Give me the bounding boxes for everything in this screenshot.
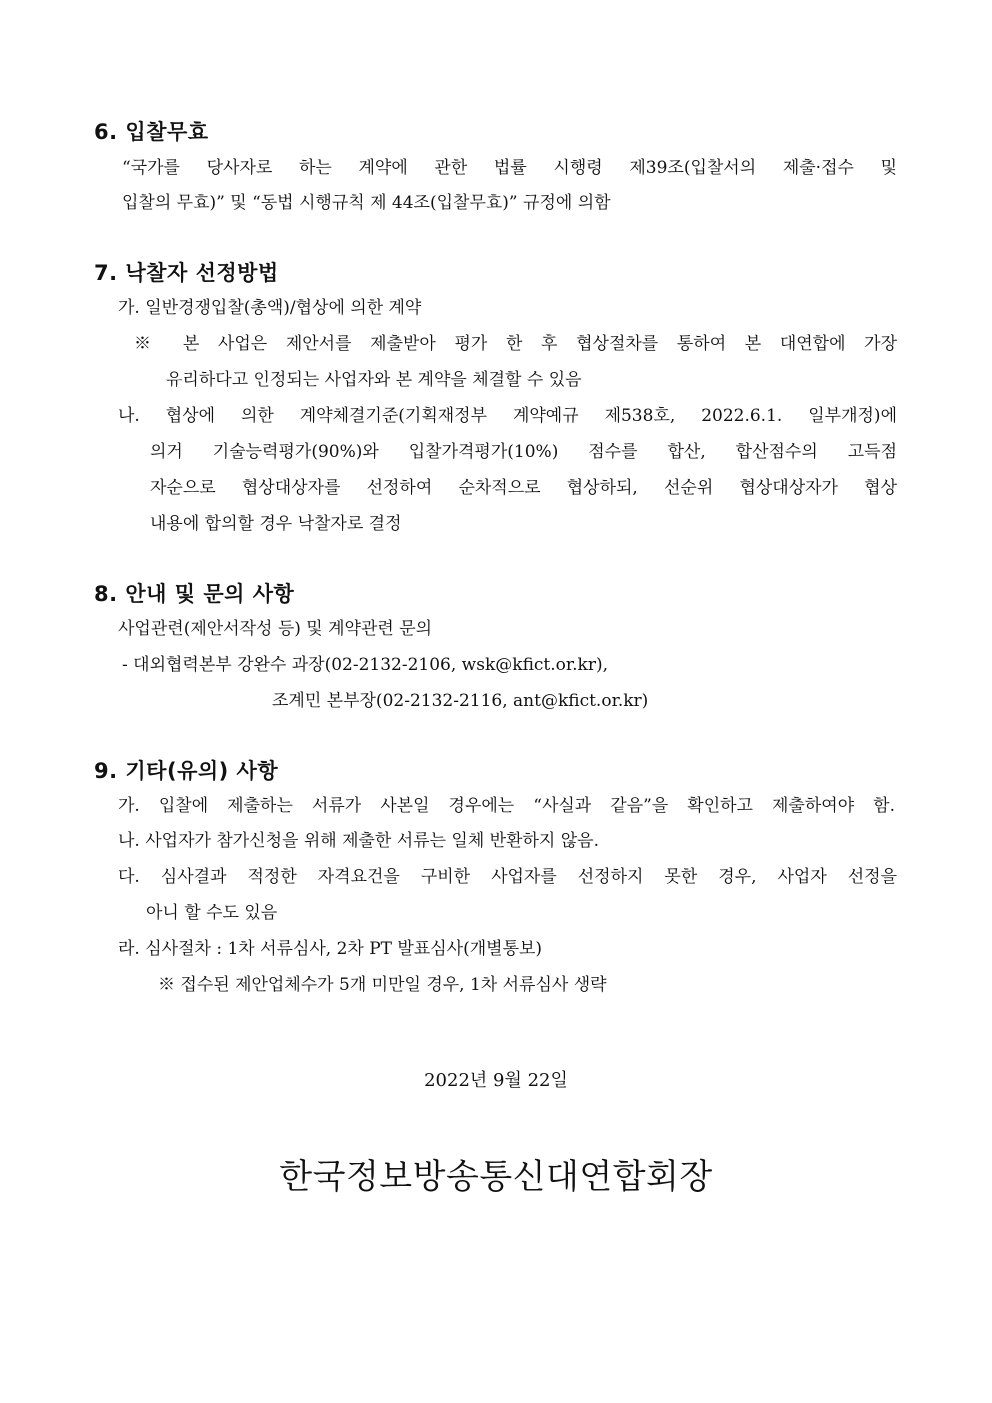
section-7-item-na-line-2: 의거 기술능력평가(90%)와 입찰가격평가(10%) 점수를 합산, 합산점수의 고득점 [150,442,897,462]
section-9-note: ※ 접수된 제안업체수가 5개 미만일 경우, 1차 서류심사 생략 [158,975,607,995]
section-7-item-na-line-4: 내용에 합의할 경우 낙찰자로 결정 [150,514,402,534]
section-9-item-ga: 가. 입찰에 제출하는 서류가 사본일 경우에는 “사실과 같음”을 확인하고 제출하여야 함. [118,796,895,816]
section-6-heading: 6. 입찰무효 [94,120,209,144]
section-8-contact-2: 조계민 본부장(02-2132-2116, ant@kfict.or.kr) [272,691,649,711]
section-7-item-na-line-3: 자순으로 협상대상자를 선정하여 순차적으로 협상하되, 선순위 협상대상자가 협상 [150,478,897,498]
section-6-line-1: “국가를 당사자로 하는 계약에 관한 법률 시행령 제39조(입찰서의 제출·접수 및 [122,158,897,178]
section-7-heading: 7. 낙찰자 선정방법 [94,261,279,285]
section-9-item-da-line-1: 다. 심사결과 적정한 자격요건을 구비한 사업자를 선정하지 못한 경우, 사업자 선정을 [118,867,897,887]
section-9-heading: 9. 기타(유의) 사항 [94,759,279,783]
section-9-item-da-line-2: 아니 할 수도 있음 [146,903,278,923]
issuer-signature: 한국정보방송통신대연합회장 [279,1157,713,1197]
section-7-item-ga: 가. 일반경쟁입찰(총액)/협상에 의한 계약 [118,298,422,318]
section-8-intro: 사업관련(제안서작성 등) 및 계약관련 문의 [118,619,433,639]
section-9-item-na: 나. 사업자가 참가신청을 위해 제출한 서류는 일체 반환하지 않음. [118,831,600,851]
section-9-item-ra: 라. 심사절차 : 1차 서류심사, 2차 PT 발표심사(개별통보) [118,939,543,959]
section-6-line-2: 입찰의 무효)” 및 “동법 시행규칙 제 44조(입찰무효)” 규정에 의함 [122,193,611,213]
section-7-note-line-2: 유리하다고 인정되는 사업자와 본 계약을 체결할 수 있음 [166,370,582,390]
section-7-note-line-1: ※ 본 사업은 제안서를 제출받아 평가 한 후 협상절차를 통하여 본 대연합에 가장 [134,334,897,354]
section-8-heading: 8. 안내 및 문의 사항 [94,582,295,606]
section-8-contact-1: - 대외협력본부 강완수 과장(02-2132-2106, wsk@kfict.or.kr), [122,655,609,675]
section-7-item-na-line-1: 나. 협상에 의한 계약체결기준(기획재정부 계약예규 제538호, 2022.6.1. 일부개정)에 [118,406,897,426]
document-date: 2022년 9월 22일 [424,1070,568,1091]
